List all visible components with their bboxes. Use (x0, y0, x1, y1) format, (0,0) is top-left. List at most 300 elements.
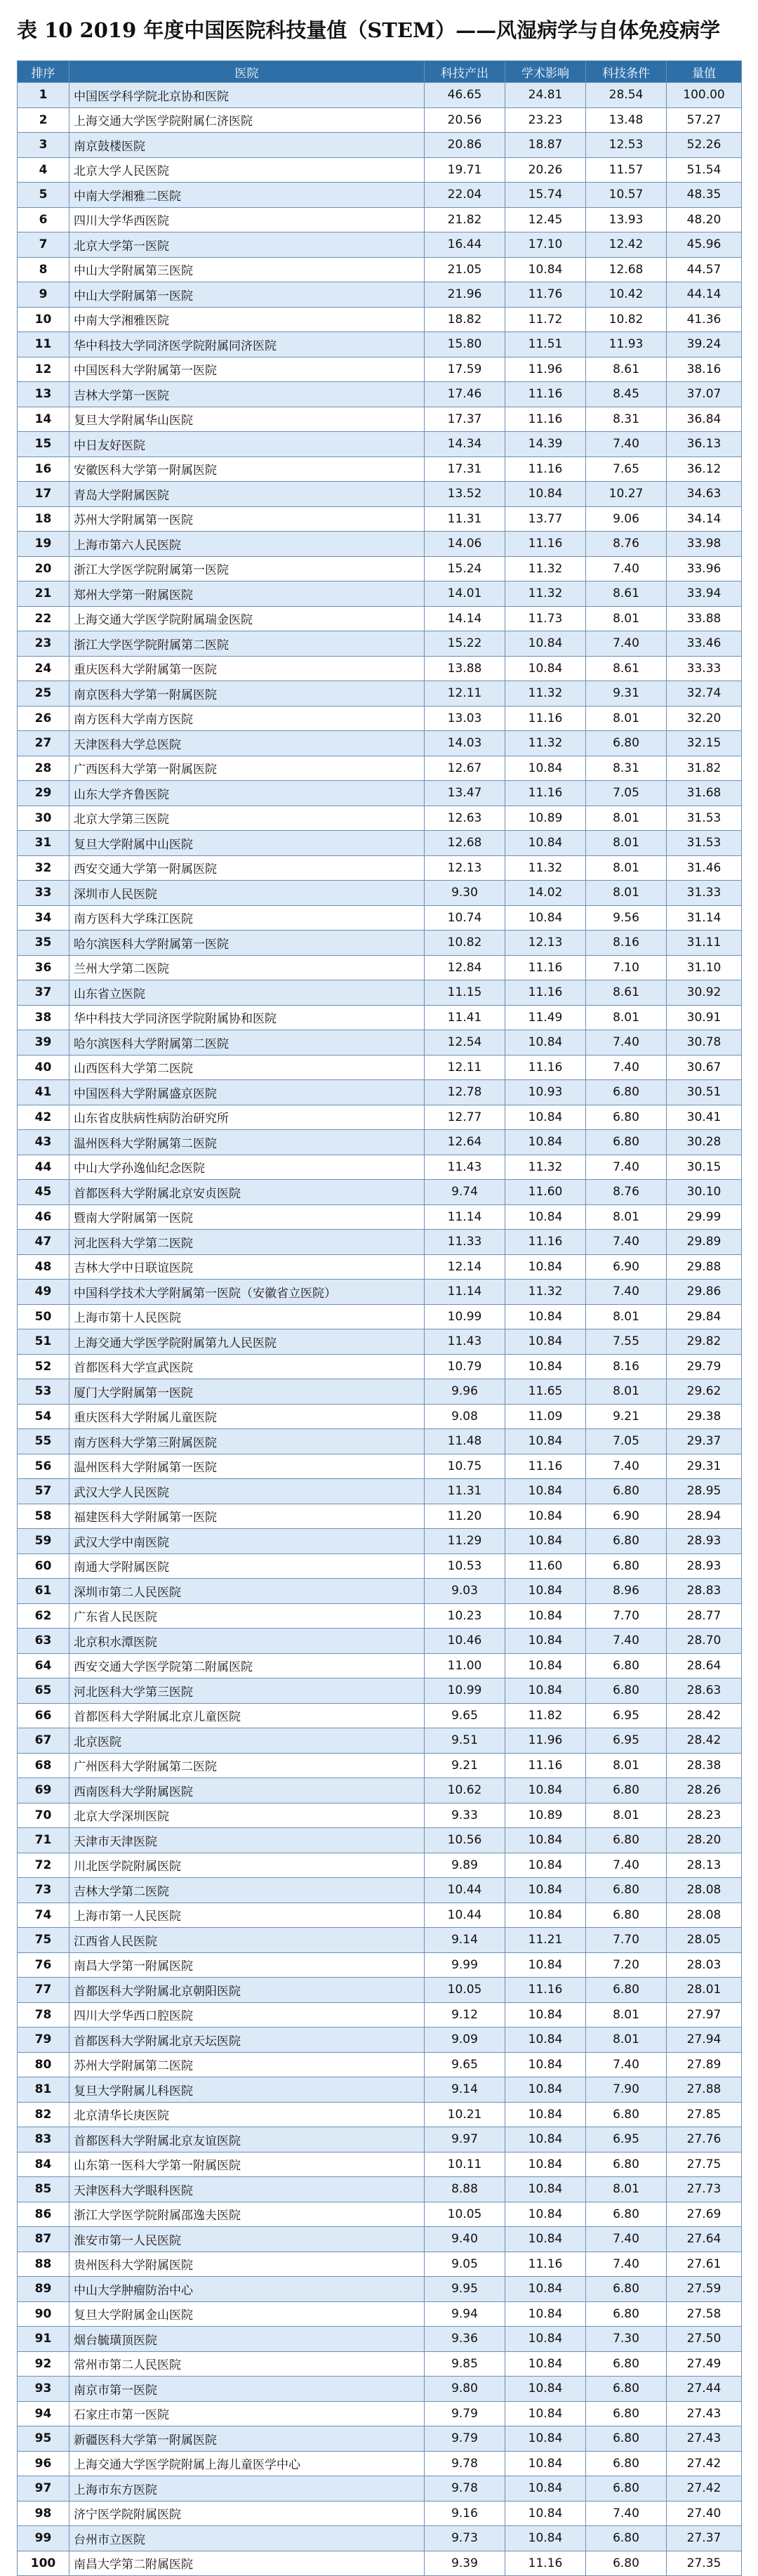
cell-influence: 12.45 (505, 207, 586, 232)
header-hospital: 医院 (69, 61, 425, 83)
cell-value: 33.88 (667, 606, 742, 631)
cell-output: 11.20 (425, 1504, 505, 1529)
table-row (18, 1379, 742, 1405)
cell-hospital: 华中科技大学同济医学院附属协和医院 (69, 1005, 425, 1030)
cell-rank: 80 (18, 2052, 69, 2077)
cell-rank: 90 (18, 2301, 69, 2327)
cell-value: 28.08 (667, 1878, 742, 1903)
cell-influence: 10.84 (505, 2102, 586, 2127)
cell-condition: 8.01 (586, 606, 667, 631)
cell-output: 14.01 (425, 581, 505, 607)
cell-output: 17.59 (425, 357, 505, 382)
cell-influence: 10.84 (505, 1853, 586, 1878)
cell-influence: 11.51 (505, 332, 586, 357)
cell-value: 29.86 (667, 1280, 742, 1305)
cell-rank: 78 (18, 2002, 69, 2028)
table-row (18, 2451, 742, 2476)
table-row (18, 781, 742, 806)
cell-condition: 7.55 (586, 1329, 667, 1355)
cell-rank: 87 (18, 2227, 69, 2252)
cell-output: 15.24 (425, 556, 505, 581)
cell-output: 22.04 (425, 183, 505, 208)
cell-rank: 77 (18, 1978, 69, 2003)
cell-hospital: 浙江大学医学院附属第二医院 (69, 631, 425, 657)
cell-value: 32.20 (667, 706, 742, 731)
cell-condition: 9.06 (586, 506, 667, 532)
cell-hospital: 深圳市人民医院 (69, 881, 425, 906)
cell-value: 34.63 (667, 482, 742, 507)
cell-hospital: 常州市第二人民医院 (69, 2351, 425, 2377)
cell-condition: 8.01 (586, 831, 667, 856)
cell-rank: 62 (18, 1603, 69, 1629)
cell-output: 9.09 (425, 2028, 505, 2053)
cell-condition: 8.01 (586, 1204, 667, 1230)
cell-value: 27.40 (667, 2501, 742, 2526)
cell-value: 30.78 (667, 1030, 742, 1056)
cell-rank: 31 (18, 831, 69, 856)
cell-value: 32.74 (667, 681, 742, 707)
cell-output: 9.80 (425, 2377, 505, 2402)
cell-output: 14.06 (425, 532, 505, 557)
cell-influence: 10.84 (505, 1678, 586, 1704)
header-value: 量值 (667, 61, 742, 83)
cell-output: 10.99 (425, 1678, 505, 1704)
table-row (18, 282, 742, 308)
table-row (18, 357, 742, 382)
cell-influence: 10.84 (505, 2377, 586, 2402)
header-rank: 排序 (18, 61, 69, 83)
cell-influence: 11.96 (505, 357, 586, 382)
cell-influence: 11.96 (505, 1728, 586, 1754)
cell-condition: 8.45 (586, 382, 667, 407)
table-row (18, 2351, 742, 2377)
cell-rank: 28 (18, 756, 69, 781)
cell-hospital: 浙江大学医学院附属第一医院 (69, 556, 425, 581)
cell-output: 17.46 (425, 382, 505, 407)
header-condition: 科技条件 (586, 61, 667, 83)
cell-output: 12.14 (425, 1254, 505, 1280)
cell-output: 11.43 (425, 1155, 505, 1180)
cell-output: 9.30 (425, 881, 505, 906)
cell-hospital: 吉林大学中日联谊医院 (69, 1254, 425, 1280)
cell-condition: 7.40 (586, 1230, 667, 1255)
cell-condition: 12.68 (586, 257, 667, 282)
table-row (18, 1080, 742, 1105)
cell-hospital: 温州医科大学附属第二医院 (69, 1130, 425, 1155)
cell-condition: 6.80 (586, 1903, 667, 1928)
cell-output: 9.36 (425, 2327, 505, 2352)
cell-influence: 11.16 (505, 2252, 586, 2277)
cell-condition: 8.31 (586, 756, 667, 781)
cell-hospital: 中山大学孙逸仙纪念医院 (69, 1155, 425, 1180)
cell-condition: 9.31 (586, 681, 667, 707)
table-row (18, 456, 742, 482)
cell-output: 9.73 (425, 2526, 505, 2551)
cell-condition: 6.80 (586, 2152, 667, 2177)
cell-rank: 38 (18, 1005, 69, 1030)
table-row (18, 257, 742, 282)
cell-rank: 44 (18, 1155, 69, 1180)
cell-value: 31.33 (667, 881, 742, 906)
table-row (18, 157, 742, 183)
cell-output: 9.16 (425, 2501, 505, 2526)
cell-output: 17.31 (425, 456, 505, 482)
cell-influence: 10.84 (505, 257, 586, 282)
cell-condition: 6.80 (586, 2526, 667, 2551)
table-row (18, 1828, 742, 1853)
cell-influence: 11.16 (505, 955, 586, 980)
cell-rank: 9 (18, 282, 69, 308)
cell-value: 28.42 (667, 1728, 742, 1754)
cell-output: 20.56 (425, 107, 505, 133)
cell-condition: 6.80 (586, 2351, 667, 2377)
cell-rank: 26 (18, 706, 69, 731)
cell-rank: 94 (18, 2401, 69, 2426)
cell-value: 28.70 (667, 1629, 742, 1654)
cell-condition: 6.80 (586, 2551, 667, 2576)
cell-influence: 10.84 (505, 1579, 586, 1604)
table-row (18, 1504, 742, 1529)
cell-influence: 10.84 (505, 1878, 586, 1903)
cell-output: 11.41 (425, 1005, 505, 1030)
cell-condition: 8.01 (586, 855, 667, 881)
cell-influence: 23.23 (505, 107, 586, 133)
cell-influence: 14.39 (505, 432, 586, 457)
cell-value: 31.68 (667, 781, 742, 806)
cell-output: 10.44 (425, 1878, 505, 1903)
cell-condition: 7.40 (586, 1155, 667, 1180)
cell-hospital: 广西医科大学第一附属医院 (69, 756, 425, 781)
cell-hospital: 南方医科大学第三附属医院 (69, 1429, 425, 1454)
cell-hospital: 南京医科大学第一附属医院 (69, 681, 425, 707)
cell-value: 36.12 (667, 456, 742, 482)
cell-influence: 11.16 (505, 1454, 586, 1479)
table-row (18, 2227, 742, 2252)
cell-value: 31.53 (667, 806, 742, 831)
table-row (18, 2127, 742, 2153)
cell-rank: 7 (18, 232, 69, 258)
cell-rank: 13 (18, 382, 69, 407)
cell-rank: 70 (18, 1803, 69, 1828)
cell-hospital: 复旦大学附属金山医院 (69, 2301, 425, 2327)
cell-rank: 64 (18, 1653, 69, 1678)
cell-condition: 6.80 (586, 1828, 667, 1853)
ranking-table (17, 60, 742, 2576)
cell-rank: 92 (18, 2351, 69, 2377)
table-row (18, 2277, 742, 2302)
cell-output: 14.03 (425, 731, 505, 756)
table-row (18, 207, 742, 232)
table-row (18, 1155, 742, 1180)
table-row (18, 2177, 742, 2202)
cell-condition: 8.01 (586, 881, 667, 906)
cell-output: 9.78 (425, 2476, 505, 2502)
cell-value: 36.84 (667, 407, 742, 432)
table-row (18, 133, 742, 158)
cell-influence: 10.84 (505, 1778, 586, 1803)
cell-hospital: 中南大学湘雅二医院 (69, 183, 425, 208)
cell-condition: 8.76 (586, 1180, 667, 1205)
cell-influence: 10.84 (505, 2277, 586, 2302)
cell-hospital: 吉林大学第一医院 (69, 382, 425, 407)
cell-value: 27.61 (667, 2252, 742, 2277)
cell-influence: 11.32 (505, 731, 586, 756)
cell-value: 29.31 (667, 1454, 742, 1479)
cell-rank: 22 (18, 606, 69, 631)
cell-hospital: 广州医科大学附属第二医院 (69, 1753, 425, 1778)
cell-rank: 100 (18, 2551, 69, 2576)
cell-hospital: 南昌大学第二附属医院 (69, 2551, 425, 2576)
cell-influence: 11.60 (505, 1553, 586, 1579)
cell-output: 12.11 (425, 681, 505, 707)
cell-influence: 18.87 (505, 133, 586, 158)
cell-influence: 11.16 (505, 2551, 586, 2576)
cell-output: 21.82 (425, 207, 505, 232)
table-row (18, 2501, 742, 2526)
cell-rank: 99 (18, 2526, 69, 2551)
cell-value: 31.46 (667, 855, 742, 881)
cell-hospital: 西南医科大学附属医院 (69, 1778, 425, 1803)
cell-influence: 17.10 (505, 232, 586, 258)
cell-output: 15.22 (425, 631, 505, 657)
table-row (18, 2152, 742, 2177)
cell-hospital: 淮安市第一人民医院 (69, 2227, 425, 2252)
cell-influence: 10.84 (505, 1529, 586, 1554)
cell-influence: 11.65 (505, 1379, 586, 1405)
table-row (18, 407, 742, 432)
cell-influence: 11.16 (505, 1978, 586, 2003)
cell-condition: 8.01 (586, 2177, 667, 2202)
cell-influence: 11.16 (505, 706, 586, 731)
cell-condition: 10.82 (586, 307, 667, 332)
cell-value: 52.26 (667, 133, 742, 158)
cell-value: 38.16 (667, 357, 742, 382)
table-row (18, 806, 742, 831)
cell-value: 44.14 (667, 282, 742, 308)
table-row (18, 2476, 742, 2502)
table-row (18, 1180, 742, 1205)
cell-output: 11.15 (425, 980, 505, 1006)
cell-output: 9.14 (425, 2077, 505, 2103)
cell-influence: 11.32 (505, 556, 586, 581)
table-row (18, 706, 742, 731)
cell-influence: 10.84 (505, 1130, 586, 1155)
cell-value: 30.91 (667, 1005, 742, 1030)
cell-influence: 20.26 (505, 157, 586, 183)
cell-value: 27.73 (667, 2177, 742, 2202)
cell-value: 27.37 (667, 2526, 742, 2551)
cell-influence: 10.84 (505, 631, 586, 657)
cell-hospital: 烟台毓璜顶医院 (69, 2327, 425, 2352)
cell-output: 9.85 (425, 2351, 505, 2377)
cell-hospital: 北京积水潭医院 (69, 1629, 425, 1654)
cell-hospital: 厦门大学附属第一医院 (69, 1379, 425, 1405)
cell-rank: 50 (18, 1304, 69, 1329)
table-row (18, 1579, 742, 1604)
cell-output: 10.53 (425, 1553, 505, 1579)
cell-value: 28.08 (667, 1903, 742, 1928)
cell-hospital: 中山大学附属第三医院 (69, 257, 425, 282)
cell-influence: 15.74 (505, 183, 586, 208)
cell-condition: 7.70 (586, 1928, 667, 1953)
cell-value: 31.10 (667, 955, 742, 980)
cell-value: 29.62 (667, 1379, 742, 1405)
cell-condition: 7.40 (586, 1454, 667, 1479)
cell-hospital: 吉林大学第二医院 (69, 1878, 425, 1903)
table-row (18, 831, 742, 856)
cell-rank: 84 (18, 2152, 69, 2177)
cell-condition: 6.80 (586, 2377, 667, 2402)
cell-value: 33.96 (667, 556, 742, 581)
cell-condition: 6.80 (586, 1529, 667, 1554)
table-row (18, 681, 742, 707)
cell-value: 27.76 (667, 2127, 742, 2153)
cell-value: 27.85 (667, 2102, 742, 2127)
cell-rank: 41 (18, 1080, 69, 1105)
cell-condition: 11.93 (586, 332, 667, 357)
table-row (18, 931, 742, 956)
cell-value: 28.83 (667, 1579, 742, 1604)
cell-hospital: 上海市第六人民医院 (69, 532, 425, 557)
cell-rank: 47 (18, 1230, 69, 1255)
cell-rank: 27 (18, 731, 69, 756)
cell-value: 28.13 (667, 1853, 742, 1878)
table-row (18, 2252, 742, 2277)
cell-rank: 17 (18, 482, 69, 507)
cell-condition: 7.40 (586, 2501, 667, 2526)
cell-influence: 10.84 (505, 2451, 586, 2476)
cell-output: 9.79 (425, 2426, 505, 2452)
cell-influence: 10.84 (505, 1105, 586, 1130)
cell-hospital: 江西省人民医院 (69, 1928, 425, 1953)
cell-influence: 10.84 (505, 1254, 586, 1280)
cell-value: 48.35 (667, 183, 742, 208)
cell-hospital: 南京市第一医院 (69, 2377, 425, 2402)
cell-rank: 71 (18, 1828, 69, 1853)
cell-output: 9.03 (425, 1579, 505, 1604)
cell-rank: 30 (18, 806, 69, 831)
table-row (18, 980, 742, 1006)
cell-rank: 3 (18, 133, 69, 158)
cell-condition: 9.56 (586, 905, 667, 931)
cell-rank: 20 (18, 556, 69, 581)
cell-rank: 33 (18, 881, 69, 906)
cell-output: 14.14 (425, 606, 505, 631)
cell-condition: 10.27 (586, 482, 667, 507)
cell-value: 27.43 (667, 2426, 742, 2452)
cell-rank: 18 (18, 506, 69, 532)
table-row (18, 606, 742, 631)
cell-influence: 11.16 (505, 382, 586, 407)
cell-value: 31.11 (667, 931, 742, 956)
cell-value: 29.38 (667, 1404, 742, 1429)
cell-condition: 7.40 (586, 2252, 667, 2277)
cell-output: 13.88 (425, 656, 505, 681)
table-row (18, 1603, 742, 1629)
cell-rank: 66 (18, 1703, 69, 1728)
cell-hospital: 武汉大学人民医院 (69, 1479, 425, 1504)
cell-rank: 36 (18, 955, 69, 980)
cell-rank: 51 (18, 1329, 69, 1355)
cell-influence: 10.84 (505, 1354, 586, 1379)
cell-influence: 11.32 (505, 1280, 586, 1305)
cell-value: 28.38 (667, 1753, 742, 1778)
cell-hospital: 上海交通大学医学院附属第九人民医院 (69, 1329, 425, 1355)
cell-output: 14.34 (425, 432, 505, 457)
cell-output: 10.21 (425, 2102, 505, 2127)
table-row (18, 656, 742, 681)
cell-hospital: 哈尔滨医科大学附属第一医院 (69, 931, 425, 956)
cell-rank: 88 (18, 2252, 69, 2277)
cell-condition: 7.40 (586, 556, 667, 581)
cell-rank: 76 (18, 1952, 69, 1978)
table-row (18, 581, 742, 607)
table-row (18, 232, 742, 258)
cell-hospital: 首都医科大学宣武医院 (69, 1354, 425, 1379)
cell-hospital: 首都医科大学附属北京友谊医院 (69, 2127, 425, 2153)
cell-hospital: 中国医学科学院北京协和医院 (69, 83, 425, 108)
cell-influence: 10.84 (505, 1903, 586, 1928)
table-row (18, 107, 742, 133)
cell-influence: 11.16 (505, 532, 586, 557)
cell-condition: 6.80 (586, 2202, 667, 2227)
table-row (18, 1952, 742, 1978)
cell-influence: 10.84 (505, 482, 586, 507)
cell-value: 27.97 (667, 2002, 742, 2028)
cell-hospital: 北京大学深圳医院 (69, 1803, 425, 1828)
cell-condition: 8.01 (586, 706, 667, 731)
cell-output: 12.63 (425, 806, 505, 831)
cell-rank: 68 (18, 1753, 69, 1778)
cell-output: 46.65 (425, 83, 505, 108)
cell-value: 27.42 (667, 2451, 742, 2476)
table-row (18, 1005, 742, 1030)
cell-output: 10.75 (425, 1454, 505, 1479)
table-row (18, 482, 742, 507)
cell-hospital: 中日友好医院 (69, 432, 425, 457)
cell-rank: 21 (18, 581, 69, 607)
cell-hospital: 西安交通大学医学院第二附属医院 (69, 1653, 425, 1678)
cell-hospital: 上海交通大学医学院附属瑞金医院 (69, 606, 425, 631)
cell-condition: 8.16 (586, 931, 667, 956)
cell-value: 27.69 (667, 2202, 742, 2227)
cell-condition: 7.90 (586, 2077, 667, 2103)
cell-hospital: 河北医科大学第二医院 (69, 1230, 425, 1255)
cell-value: 27.75 (667, 2152, 742, 2177)
cell-influence: 10.84 (505, 1653, 586, 1678)
cell-value: 28.64 (667, 1653, 742, 1678)
cell-output: 9.89 (425, 1853, 505, 1878)
cell-output: 9.65 (425, 1703, 505, 1728)
table-row (18, 382, 742, 407)
cell-hospital: 首都医科大学附属北京儿童医院 (69, 1703, 425, 1728)
cell-value: 51.54 (667, 157, 742, 183)
cell-hospital: 新疆医科大学第一附属医院 (69, 2426, 425, 2452)
cell-output: 9.79 (425, 2401, 505, 2426)
cell-influence: 10.84 (505, 2401, 586, 2426)
cell-value: 31.14 (667, 905, 742, 931)
cell-value: 27.43 (667, 2401, 742, 2426)
cell-hospital: 四川大学华西口腔医院 (69, 2002, 425, 2028)
cell-output: 11.00 (425, 1653, 505, 1678)
cell-hospital: 哈尔滨医科大学附属第二医院 (69, 1030, 425, 1056)
cell-rank: 35 (18, 931, 69, 956)
cell-output: 12.84 (425, 955, 505, 980)
cell-condition: 6.80 (586, 2401, 667, 2426)
cell-rank: 34 (18, 905, 69, 931)
table-row (18, 1803, 742, 1828)
cell-output: 10.79 (425, 1354, 505, 1379)
